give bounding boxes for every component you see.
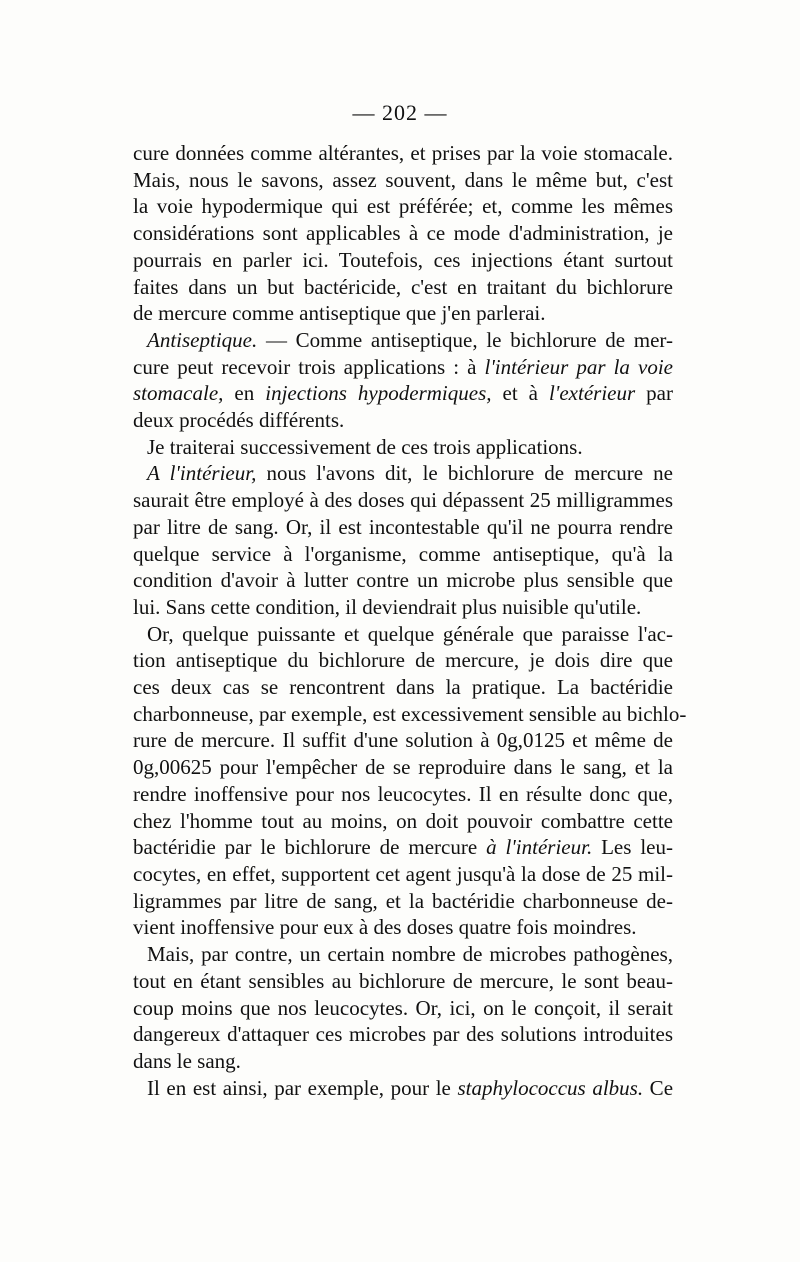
text-line xyxy=(133,354,673,381)
text-segment: par xyxy=(635,381,673,406)
text-line xyxy=(133,327,673,354)
text-segment: Je traiterai successivement de ces trois applications. xyxy=(147,434,583,459)
text-segment: par litre de sang. Or, il est incontestable qu'il ne pourra rendre xyxy=(133,514,673,539)
body-text xyxy=(133,140,687,1101)
text-line xyxy=(133,567,673,594)
text-line xyxy=(133,140,673,167)
text-line xyxy=(133,888,673,915)
text-segment: pourrais en parler ici. Toutefois, ces injections étant surtout xyxy=(133,247,673,272)
text-segment: Il en est ainsi, par exemple, pour le xyxy=(147,1075,458,1100)
text-line xyxy=(133,460,673,487)
text-segment: dangereux d'attaquer ces microbes par des solutions introduites xyxy=(133,1022,673,1047)
text-segment: Ce xyxy=(643,1075,674,1100)
text-segment: charbonneuse, par exemple, est excessivement sensible au bichlo- xyxy=(133,701,687,726)
text-segment: ligrammes par litre de sang, et la bactéridie charbonneuse de- xyxy=(133,888,673,913)
text-line xyxy=(133,193,673,220)
text-segment: dans le sang. xyxy=(133,1048,241,1073)
text-segment: considérations sont applicables à ce mode d'administration, je xyxy=(133,221,673,246)
text-segment: cure peut recevoir trois applications : à xyxy=(133,354,485,379)
text-segment: nous l'avons dit, le bichlorure de mercure ne xyxy=(256,461,673,486)
text-line xyxy=(133,434,673,461)
text-line xyxy=(133,968,673,995)
text-segment: rure de mercure. Il suffit d'une solution à 0g,0125 et même de xyxy=(133,728,673,753)
text-line xyxy=(133,220,673,247)
text-segment: ces deux cas se rencontrent dans la pratique. La bactéridie xyxy=(133,675,673,700)
text-line xyxy=(133,674,673,701)
text-line xyxy=(133,167,673,194)
text-segment: 0g,00625 pour l'empêcher de se reproduire dans le sang, et la xyxy=(133,755,673,780)
italic-text: à l'intérieur. xyxy=(486,835,593,860)
text-segment: lui. Sans cette condition, il deviendrait plus nuisible qu'utile. xyxy=(133,594,642,619)
text-segment: bactéridie par le bichlorure de mercure xyxy=(133,835,487,860)
text-segment: Mais, nous le savons, assez souvent, dans le même but, c'est xyxy=(133,167,673,192)
italic-text: Antiseptique. xyxy=(147,327,258,352)
text-segment: faites dans un but bactéricide, c'est en traitant du bichlorure xyxy=(133,274,673,299)
text-segment: chez l'homme tout au moins, on doit pouvoir combattre cette xyxy=(133,808,673,833)
text-line xyxy=(133,1048,673,1075)
text-segment: Les leu- xyxy=(592,835,673,860)
text-segment: vient inoffensive pour eux à des doses quatre fois moindres. xyxy=(133,915,637,940)
text-line xyxy=(133,274,673,301)
text-segment: cure données comme altérantes, et prises par la voie stomacale. xyxy=(133,141,673,165)
text-line xyxy=(133,781,673,808)
text-segment: de mercure comme antiseptique que j'en parlerai. xyxy=(133,301,546,326)
text-segment: la voie hypodermique qui est préférée; et, comme les mêmes xyxy=(133,194,673,219)
italic-text: stomacale, xyxy=(133,381,224,406)
italic-text: A l'intérieur, xyxy=(147,461,257,486)
text-line xyxy=(133,941,673,968)
text-line xyxy=(133,834,673,861)
text-segment: en xyxy=(223,381,266,406)
italic-text: l'intérieur par la voie xyxy=(484,354,673,379)
italic-text: l'extérieur xyxy=(549,381,636,406)
text-segment: Mais, par contre, un certain nombre de microbes pathogènes, xyxy=(147,942,673,967)
text-segment: tion antiseptique du bichlorure de mercure, je dois dire que xyxy=(133,648,673,673)
text-segment: quelque service à l'organisme, comme antiseptique, qu'à la xyxy=(133,541,673,566)
italic-text: staphylococcus albus. xyxy=(457,1075,644,1100)
text-segment: tout en étant sensibles au bichlorure de mercure, le sont beau- xyxy=(133,968,673,993)
text-line xyxy=(133,541,673,568)
text-segment: coup moins que nos leucocytes. Or, ici, on le conçoit, il serait xyxy=(133,995,673,1020)
text-line xyxy=(133,701,687,728)
text-line xyxy=(133,727,673,754)
text-line xyxy=(133,300,673,327)
text-segment: deux procédés différents. xyxy=(133,408,345,433)
text-line xyxy=(133,380,673,407)
text-line xyxy=(133,754,673,781)
text-line xyxy=(133,407,673,434)
italic-text: injections hypodermiques, xyxy=(265,381,492,406)
text-line xyxy=(133,487,673,514)
page-number: — 202 — xyxy=(352,100,448,125)
text-line xyxy=(133,1021,673,1048)
text-line xyxy=(133,808,673,835)
text-line xyxy=(133,247,673,274)
text-line xyxy=(133,861,673,888)
text-segment: et à xyxy=(491,381,550,406)
text-line xyxy=(133,621,673,648)
text-line xyxy=(133,995,673,1022)
text-line xyxy=(133,514,673,541)
text-line xyxy=(133,594,673,621)
text-line xyxy=(133,647,673,674)
text-segment: saurait être employé à des doses qui dépassent 25 milligrammes xyxy=(133,488,673,513)
text-segment: rendre inoffensive pour nos leucocytes. Il en résulte donc que, xyxy=(133,781,673,806)
text-segment: condition d'avoir à lutter contre un microbe plus sensible que xyxy=(133,568,673,593)
text-segment: cocytes, en effet, supportent cet agent jusqu'à la dose de 25 mil- xyxy=(133,861,673,886)
text-line xyxy=(133,1075,673,1102)
text-segment: Or, quelque puissante et quelque générale que paraisse l'ac- xyxy=(147,621,673,646)
text-line xyxy=(133,914,673,941)
text-segment: — Comme antiseptique, le bichlorure de mer- xyxy=(257,327,673,352)
